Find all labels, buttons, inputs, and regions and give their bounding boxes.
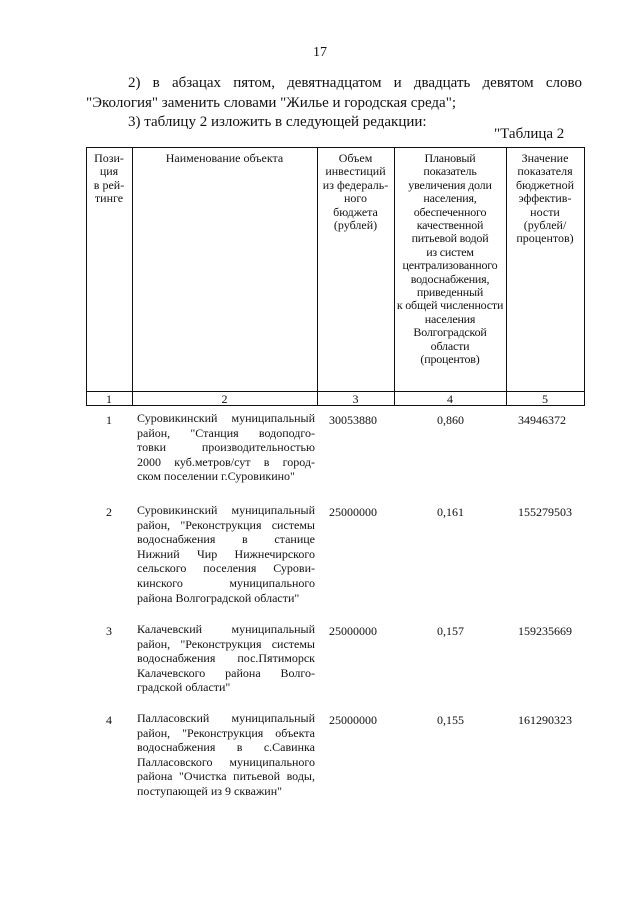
column-number: 3	[352, 392, 359, 406]
column-divider	[132, 147, 133, 406]
table-top-border	[86, 147, 585, 148]
intro-line-1-continued: "Экология" заменить словами "Жилье и городская среда";	[86, 95, 456, 111]
intro-line-2: 3) таблицу 2 изложить в следующей редакции:	[128, 114, 427, 130]
header-investment: Объем инвестиций из федераль- ного бюджета (рублей)	[322, 151, 389, 233]
row-position: 4	[106, 713, 112, 727]
row-indicator: 0,161	[437, 505, 464, 519]
column-number: 5	[542, 392, 548, 406]
header-object-name: Наименование объекта	[165, 151, 284, 165]
row-efficiency: 161290323	[518, 713, 572, 727]
intro-line-1: 2) в абзацах пятом, девятнадцатом и двадцать девятом слово	[128, 75, 582, 91]
row-efficiency: 155279503	[518, 505, 572, 519]
header-position: Пози- ция в рей- тинге	[93, 151, 125, 206]
column-number: 4	[447, 392, 453, 406]
page-number: 17	[313, 45, 327, 60]
row-investment: 25000000	[329, 505, 377, 519]
row-indicator: 0,155	[437, 713, 464, 727]
row-position: 3	[106, 624, 112, 638]
row-investment: 30053880	[329, 413, 377, 427]
column-number: 2	[221, 392, 228, 406]
table-label: "Таблица 2	[494, 126, 565, 142]
row-indicator: 0,860	[437, 413, 464, 427]
row-object-name: Суровикинский муниципальный район, "Станция водоподго- товки производительностью 2000 куб.метров/сут в город- ском поселении г.Суровикино"	[137, 411, 315, 484]
row-investment: 25000000	[329, 624, 377, 638]
column-number: 1	[106, 392, 112, 406]
row-efficiency: 34946372	[518, 413, 566, 427]
row-indicator: 0,157	[437, 624, 464, 638]
row-investment: 25000000	[329, 713, 377, 727]
row-object-name: Суровикинский муниципальный район, "Реконструкция системы водоснабжения в станице Нижний Чир Нижнечирского сельского поселения Сурови- кинского муниципального района Волгоградской области"	[137, 503, 315, 605]
row-position: 2	[106, 505, 112, 519]
row-position: 1	[106, 413, 112, 427]
header-efficiency: Значение показателя бюджетной эффектив- ности (рублей/ процентов)	[515, 151, 575, 246]
row-object-name: Калачевский муниципальный район, "Реконструкция системы водоснабжения пос.Пятиморск Калачевского района Волго- градской области"	[137, 622, 315, 695]
column-divider	[584, 147, 585, 406]
header-planned-indicator: Плановый показатель увеличения доли населения, обеспеченного качественной питьевой водой из систем централизованного водоснабжения, приведенный к общей численности населения Волгоградской области (процентов)	[396, 151, 504, 367]
row-efficiency: 159235669	[518, 624, 572, 638]
row-object-name: Палласовский муниципальный район, "Реконструкция объекта водоснабжения в с.Савинка Палласовского муниципального района "Очистка питьевой воды, поступающей из 9 скважин"	[137, 711, 315, 798]
